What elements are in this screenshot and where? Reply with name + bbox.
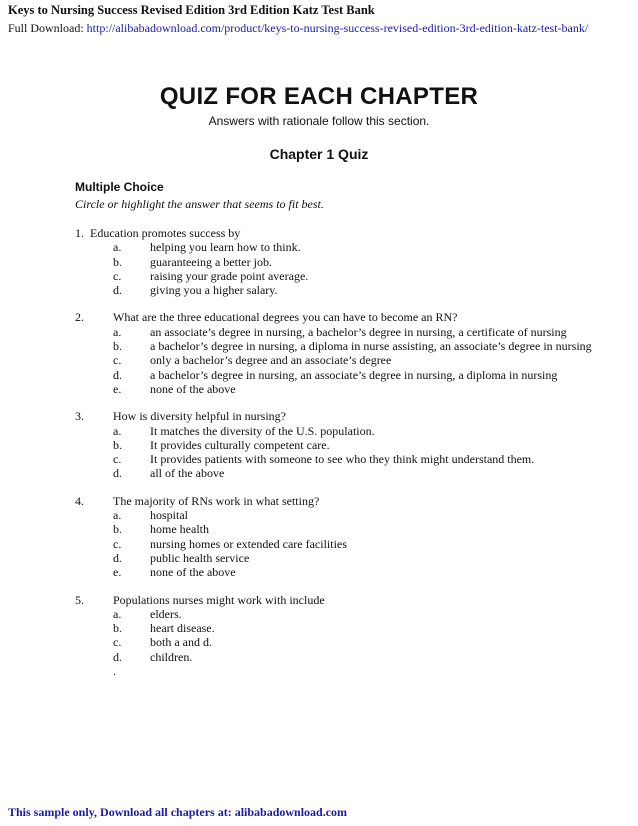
- option-letter: c.: [113, 635, 122, 650]
- option-text: none of the above: [150, 381, 236, 396]
- question-stem: [75, 409, 595, 423]
- option-letter: e.: [113, 381, 122, 396]
- question-text: Populations nurses might work with include: [113, 592, 325, 607]
- option-text: an associate’s degree in nursing, a bachelor’s degree in nursing, a certificate of nursing: [150, 324, 567, 339]
- option-text: children.: [150, 649, 193, 664]
- download-link[interactable]: http://alibabadownload.com/product/keys-to-nursing-success-revised-edition-3rd-edition-katz-test-bank/: [86, 21, 589, 35]
- option-text: both a and d.: [150, 635, 212, 650]
- question-2: [75, 310, 595, 396]
- answer-option: [75, 508, 595, 522]
- question-list: [75, 226, 595, 691]
- question-number: 4.: [75, 493, 84, 508]
- option-letter: a.: [113, 324, 122, 339]
- page-title: QUIZ FOR EACH CHAPTER: [159, 83, 479, 110]
- question-number: 5.: [75, 592, 84, 607]
- answer-option: [75, 368, 595, 382]
- option-letter: a.: [113, 606, 122, 621]
- option-text: raising your grade point average.: [150, 268, 309, 283]
- option-letter: a.: [113, 423, 122, 438]
- option-text: It matches the diversity of the U.S. population.: [150, 423, 375, 438]
- answer-option: [75, 635, 595, 649]
- answer-option: [75, 522, 595, 536]
- question-number: 3.: [75, 409, 84, 424]
- option-text: elders.: [150, 606, 182, 621]
- question-1: [75, 226, 595, 297]
- option-letter: e.: [113, 565, 122, 580]
- answer-option: [75, 353, 595, 367]
- answer-option: [75, 269, 595, 283]
- download-label: Full Download:: [8, 21, 84, 35]
- question-stem: [75, 226, 595, 240]
- option-text: home health: [150, 522, 209, 537]
- option-letter: d.: [113, 367, 122, 382]
- question-stem: [75, 310, 595, 324]
- trailing-mark: .: [113, 664, 116, 679]
- option-text: a bachelor’s degree in nursing, a diploma in nurse assisting, an associate’s degree in nursing: [150, 339, 592, 354]
- answer-option: [75, 325, 595, 339]
- option-letter: a.: [113, 240, 122, 255]
- option-letter: d.: [113, 550, 122, 565]
- question-5: [75, 593, 595, 679]
- option-text: helping you learn how to think.: [150, 240, 301, 255]
- option-text: giving you a higher salary.: [150, 283, 278, 298]
- answer-option: [75, 650, 595, 664]
- header-title: Keys to Nursing Success Revised Edition 3rd Edition Katz Test Bank: [8, 3, 375, 17]
- option-letter: b.: [113, 339, 122, 354]
- option-letter: a.: [113, 508, 122, 523]
- option-text: a bachelor’s degree in nursing, an associate’s degree in nursing, a diploma in nursing: [150, 367, 558, 382]
- section-heading: Multiple Choice: [75, 180, 164, 194]
- answer-option: [75, 382, 595, 396]
- option-text: It provides patients with someone to see who they think might understand them.: [150, 452, 535, 467]
- question-stem: [75, 593, 595, 607]
- page-subtitle: Answers with rationale follow this section.: [208, 114, 430, 128]
- option-text: none of the above: [150, 565, 236, 580]
- option-letter: b.: [113, 621, 122, 636]
- answer-option: [75, 339, 595, 353]
- footer-note[interactable]: This sample only, Download all chapters at: alibabadownload.com: [8, 805, 348, 819]
- answer-option: [75, 621, 595, 635]
- question-number: 1.: [75, 226, 84, 240]
- option-letter: d.: [113, 283, 122, 298]
- option-letter: c.: [113, 452, 122, 467]
- option-text: It provides culturally competent care.: [150, 437, 330, 452]
- option-text: all of the above: [150, 466, 225, 481]
- answer-option: [75, 438, 595, 452]
- answer-option: [75, 537, 595, 551]
- question-4: [75, 494, 595, 580]
- option-text: heart disease.: [150, 621, 215, 636]
- question-text: Education promotes success by: [90, 226, 241, 240]
- option-letter: c.: [113, 353, 122, 368]
- answer-option: [75, 283, 595, 297]
- option-letter: d.: [113, 649, 122, 664]
- answer-option: [75, 607, 595, 621]
- question-stem: [75, 494, 595, 508]
- option-text: guaranteeing a better job.: [150, 254, 272, 269]
- section-instruction: Circle or highlight the answer that seems to fit best.: [75, 197, 324, 211]
- question-3: [75, 409, 595, 480]
- answer-option: [75, 240, 595, 254]
- option-letter: b.: [113, 522, 122, 537]
- option-letter: b.: [113, 437, 122, 452]
- option-letter: d.: [113, 466, 122, 481]
- question-text: The majority of RNs work in what setting?: [113, 493, 320, 508]
- download-line: [8, 21, 588, 36]
- answer-option: [75, 255, 595, 269]
- question-text: How is diversity helpful in nursing?: [113, 409, 286, 424]
- option-text: public health service: [150, 550, 250, 565]
- question-text: What are the three educational degrees you can have to become an RN?: [113, 310, 458, 325]
- answer-option: [75, 565, 595, 579]
- option-text: hospital: [150, 508, 188, 523]
- chapter-heading: Chapter 1 Quiz: [269, 146, 369, 162]
- option-letter: c.: [113, 536, 122, 551]
- option-text: nursing homes or extended care facilities: [150, 536, 347, 551]
- option-letter: c.: [113, 268, 122, 283]
- question-number: 2.: [75, 310, 84, 325]
- answer-option: [75, 466, 595, 480]
- answer-option: [75, 551, 595, 565]
- option-letter: b.: [113, 254, 122, 269]
- answer-option: [75, 424, 595, 438]
- option-text: only a bachelor’s degree and an associate’s degree: [150, 353, 392, 368]
- answer-option: [75, 452, 595, 466]
